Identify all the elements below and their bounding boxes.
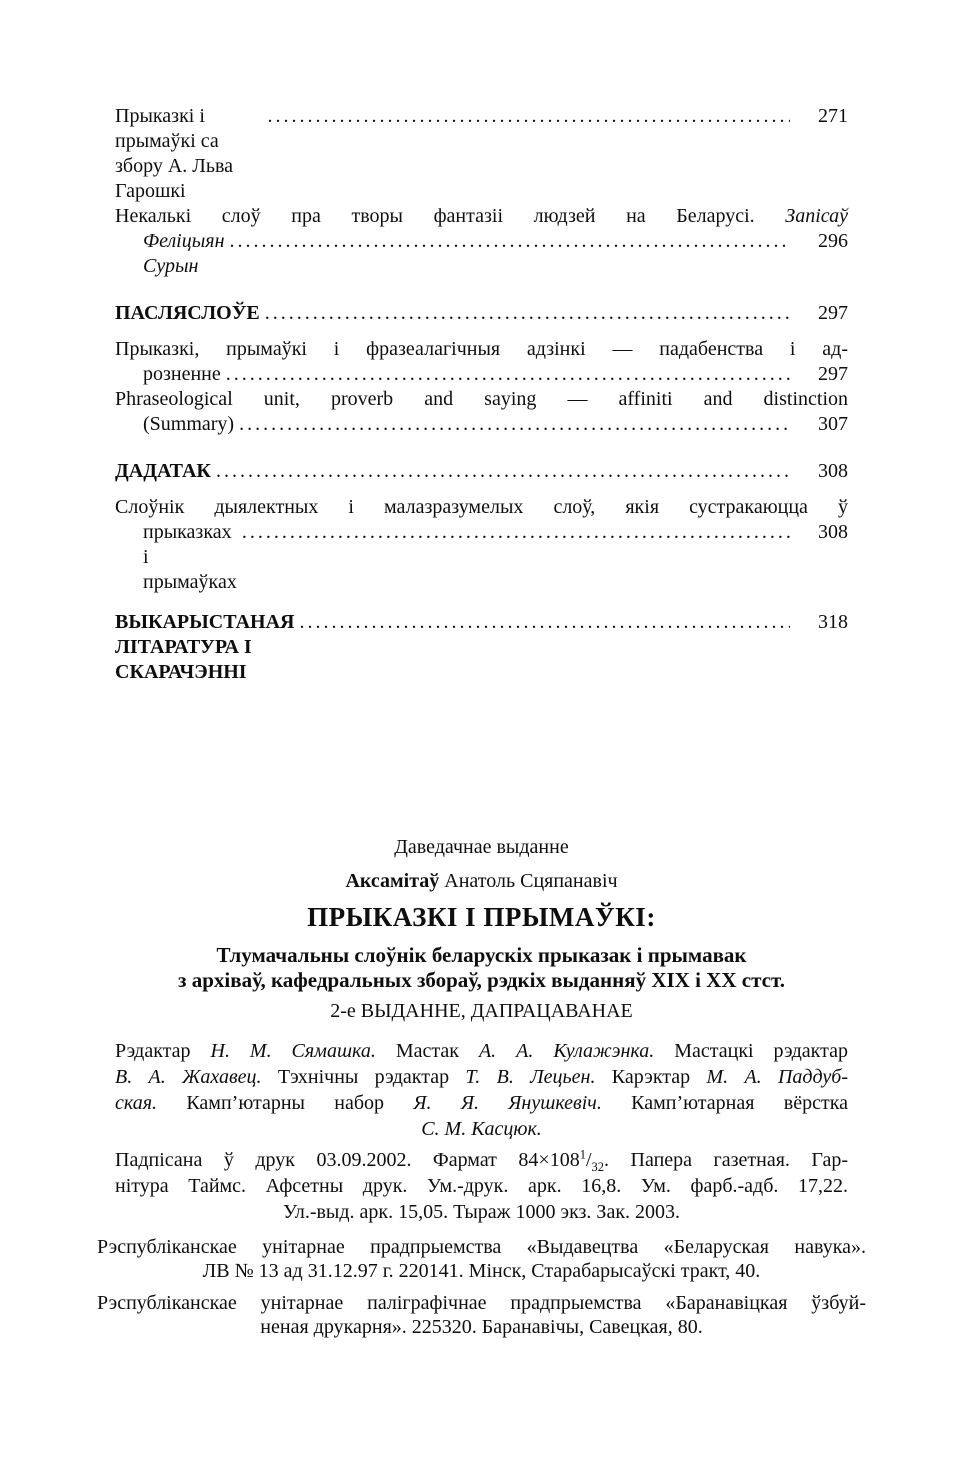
colophon [97, 835, 866, 1339]
toc-page-number: 307 [818, 413, 848, 435]
text-segment: ДАДАТАК [115, 460, 211, 482]
text-segment: ПАСЛЯСЛОЎЕ [115, 302, 260, 324]
toc-entry-label [115, 362, 221, 387]
text-segment: нітура Таймс. Афсетны друк. Ум.-друк. арк. 16,8. Ум. фарб.-адб. 17,22. [115, 1175, 848, 1197]
toc-row [115, 610, 848, 685]
text-segment: 1 [579, 1147, 586, 1162]
toc-row [115, 204, 848, 229]
colophon-line [115, 1116, 848, 1142]
text-segment: В. А. Жахавец. [115, 1066, 262, 1088]
book-title: ПРЫКАЗКІ І ПРЫМАЎКІ: [307, 902, 656, 932]
author-line [115, 869, 848, 893]
text-segment: Рэдактар [115, 1040, 211, 1062]
toc-entry-label [115, 412, 234, 437]
toc-page-number: 308 [818, 521, 848, 543]
text-segment: Н. М. Сямашка. [210, 1040, 376, 1062]
author-surname: Аксамітаў [345, 870, 440, 892]
publisher-block [97, 1235, 866, 1283]
staff-credits-block [115, 1038, 848, 1142]
toc-entry-label [115, 301, 260, 326]
toc-entry-label [115, 229, 230, 279]
colophon-line [115, 1147, 848, 1173]
dot-leader [239, 412, 790, 437]
toc-row [115, 301, 848, 326]
toc-page-number: 296 [818, 230, 848, 252]
edition-note: 2-е ВЫДАННЕ, ДАПРАЦАВАНАЕ [330, 1000, 633, 1022]
table-of-contents [115, 104, 848, 685]
text-segment: Phraseological unit, proverb and saying — affiniti and distinction [115, 388, 848, 410]
text-segment: Прыказкі і прымаўкі са збору А. Льва Гарошкі [115, 105, 238, 202]
toc-row [115, 362, 848, 387]
text-segment: ЛВ № 13 ад 31.12.97 г. 220141. Мінск, Старабарысаўскі тракт, 40. [202, 1260, 761, 1282]
text-segment: Камп’ютарны набор [157, 1092, 414, 1114]
text-segment: прыказках і прымаўках [143, 521, 237, 593]
toc-row [115, 520, 848, 595]
dot-leader [242, 520, 790, 545]
text-segment: (Summary) [143, 413, 235, 435]
printing-house-block [97, 1291, 866, 1339]
text-segment: Рэспубліканскае унітарнае прадпрыемства «Выдавецтва «Беларуская навука». [97, 1236, 866, 1258]
text-segment: . Папера газетная. Гар- [604, 1149, 848, 1171]
dot-leader [230, 229, 790, 254]
text-segment: Тэхнічны рэдактар [261, 1066, 466, 1088]
text-segment: Феліцыян Сурын [143, 230, 230, 277]
toc-page-number: 271 [818, 105, 848, 127]
toc-row [115, 337, 848, 362]
toc-page-number: 297 [818, 302, 848, 324]
text-segment: Мастак [375, 1040, 479, 1062]
text-segment: Карэктар [595, 1066, 707, 1088]
toc-page-number: 318 [818, 611, 848, 633]
toc-entry-label [115, 459, 211, 484]
toc-entry-label [115, 610, 300, 685]
toc-row [115, 412, 848, 437]
text-segment: Мастацкі рэдактар [654, 1040, 848, 1062]
text-segment: Рэспубліканскае унітарнае паліграфічнае прадпрыемства «Баранавіцкая ўзбуй- [97, 1292, 866, 1314]
text-segment: / [585, 1149, 592, 1171]
toc-row [115, 459, 848, 484]
colophon-line [97, 1235, 866, 1259]
text-segment: Падпісана ў друк 03.09.2002. Фармат 84×108 [115, 1149, 580, 1171]
colophon-line [115, 1090, 848, 1116]
text-segment: ская. [115, 1092, 158, 1114]
text-segment: розненне [143, 363, 221, 385]
subtitle-line-1: Тлумачальны слоўнік беларускіх прыказак і прымавак [216, 943, 747, 967]
text-segment: А. А. Кулажэнка. [478, 1040, 655, 1062]
dot-leader [267, 104, 790, 129]
text-segment: Слоўнік дыялектных і малазразумелых слоў, якія сустракаюцца ў [115, 496, 848, 518]
colophon-line [115, 1038, 848, 1064]
colophon-line [97, 1315, 866, 1339]
text-segment: Запісаў [785, 205, 848, 227]
toc-row [115, 387, 848, 412]
dot-leader [226, 362, 790, 387]
dot-leader [265, 301, 790, 326]
toc-row [115, 495, 848, 520]
text-segment: неная друкарня». 225320. Баранавічы, Савецкая, 80. [260, 1316, 703, 1338]
text-segment: Я. Я. Янушкевіч. [413, 1092, 602, 1114]
toc-page-number: 297 [818, 363, 848, 385]
text-segment: Камп’ютарная вёрстка [601, 1092, 848, 1114]
toc-entry-label [115, 520, 237, 595]
dot-leader [299, 610, 790, 635]
subtitle-line-2: з архіваў, кафедральных збораў, рэдкіх выданняў XIX і XX стст. [178, 968, 785, 992]
print-specs-block [115, 1147, 848, 1225]
colophon-line [97, 1291, 866, 1315]
text-segment: ВЫКАРЫСТАНАЯ ЛІТАРАТУРА І СКАРАЧЭННІ [115, 611, 300, 683]
toc-row [115, 104, 848, 204]
edition-type-label: Даведачнае выданне [394, 836, 569, 858]
colophon-line [115, 1173, 848, 1199]
toc-page-number: 308 [818, 460, 848, 482]
author-given-names: Анатоль Сцяпанавіч [439, 870, 618, 892]
text-segment: С. М. Касцюк. [421, 1118, 542, 1140]
colophon-line [115, 1199, 848, 1225]
text-segment: Прыказкі, прымаўкі і фразеалагічныя адзінкі — падабенства і ад- [115, 338, 848, 360]
colophon-line [97, 1259, 866, 1283]
dot-leader [216, 459, 790, 484]
text-segment: Некалькі слоў пра творы фантазіі людзей на Беларусі. [115, 205, 786, 227]
book-subtitle [115, 943, 848, 993]
text-segment: М. А. Паддуб- [706, 1066, 848, 1088]
text-segment: Т. В. Лецьен. [465, 1066, 596, 1088]
toc-entry-label [115, 104, 262, 204]
text-segment: Ул.-выд. арк. 15,05. Тыраж 1000 экз. Зак. 2003. [282, 1201, 681, 1223]
text-segment: 32 [591, 1160, 605, 1174]
colophon-line [115, 1064, 848, 1090]
toc-row [115, 229, 848, 279]
